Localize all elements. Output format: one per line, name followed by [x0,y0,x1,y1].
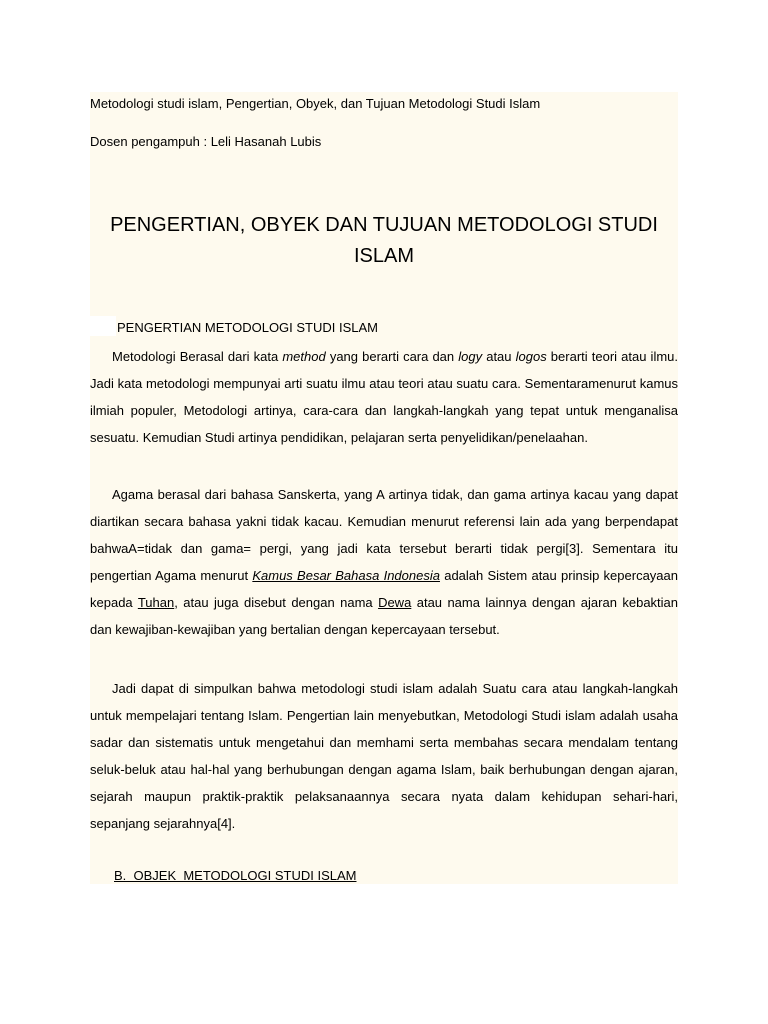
p2-text-2: adalah Sistem atau prinsip kepercayaan kepada [90,568,678,610]
p3-text: Jadi dapat di simpulkan bahwa metodologi studi islam adalah Suatu cara atau langkah-langkah untuk mempelajari tentang Islam. Pengertian lain menyebutkan, Metodologi Studi islam adalah usaha sadar dan sistematis untuk mengetahui dan memhami serta membahas secara mendalam tentang seluk-beluk atau hal-hal yang berhubungan dengan agama Islam, baik berhubungan dengan ajaran, sejarah maupun praktik-praktik pelaksanaannya secara nyata dalam kehidupan sehari-hari, sepanjang sejarahnya[4]. [90,681,678,831]
p1-term-method: method [282,349,326,364]
link-kbbi[interactable]: Kamus Besar Bahasa Indonesia [252,568,440,583]
p1-term-logos: logos [515,349,547,364]
paragraph-3 [90,675,678,837]
document-page [90,92,678,884]
paragraph-1 [90,343,678,451]
p2-text-1: Agama berasal dari bahasa Sanskerta, yang A artinya tidak, dan gama artinya kacau yang dapat diartikan secara bahasa yakni tidak kacau. Kemudian menurut referensi lain ada yang berpendapat bahwaA=tidak dan gama= pergi, yang jadi kata tersebut berarti tidak pergi[3]. Sementara itu pengertian Agama menurut [90,487,678,583]
p1-text-4: berarti teori atau ilmu. Jadi kata metodologi mempunyai arti suatu ilmu atau teori atau suatu cara. Sementaramenurut kamus ilmiah populer, Metodologi artinya, cara-cara dan langkah-langkah yang tepat untuk menganalisa sesuatu. Kemudian Studi artinya pendidikan, pelajaran serta penyelidikan/penelaahan. [90,349,678,445]
p1-text-3: atau [482,349,516,364]
p1-text-1: Metodologi Berasal dari kata [112,349,283,364]
main-heading-line-2: ISLAM [353,245,415,267]
p1-text-2: yang berarti cara dan [325,349,459,364]
section-b-title: B. OBJEK METODOLOGI STUDI ISLAM [114,868,357,883]
p2-text-3: , atau juga disebut dengan nama [174,595,379,610]
section-a-title: PENGERTIAN METODOLOGI STUDI ISLAM [117,320,379,335]
p2-text-4: atau nama lainnya dengan ajaran kebaktian dan kewajiban-kewajiban yang bertalian dengan kepercayaan tersebut. [90,595,679,637]
p1-term-logy: logy [458,349,483,364]
main-heading-line-1: PENGERTIAN, OBYEK DAN TUJUAN METODOLOGI STUDI [110,214,658,236]
link-tuhan[interactable]: Tuhan [137,595,175,610]
link-dewa[interactable]: Dewa [378,595,412,610]
document-meta-title: Metodologi studi islam, Pengertian, Obyek, dan Tujuan Metodologi Studi Islam [90,96,541,111]
paragraph-2 [90,481,678,643]
lecturer-line: Dosen pengampuh : Leli Hasanah Lubis [90,134,322,149]
indent-strip [90,316,116,336]
